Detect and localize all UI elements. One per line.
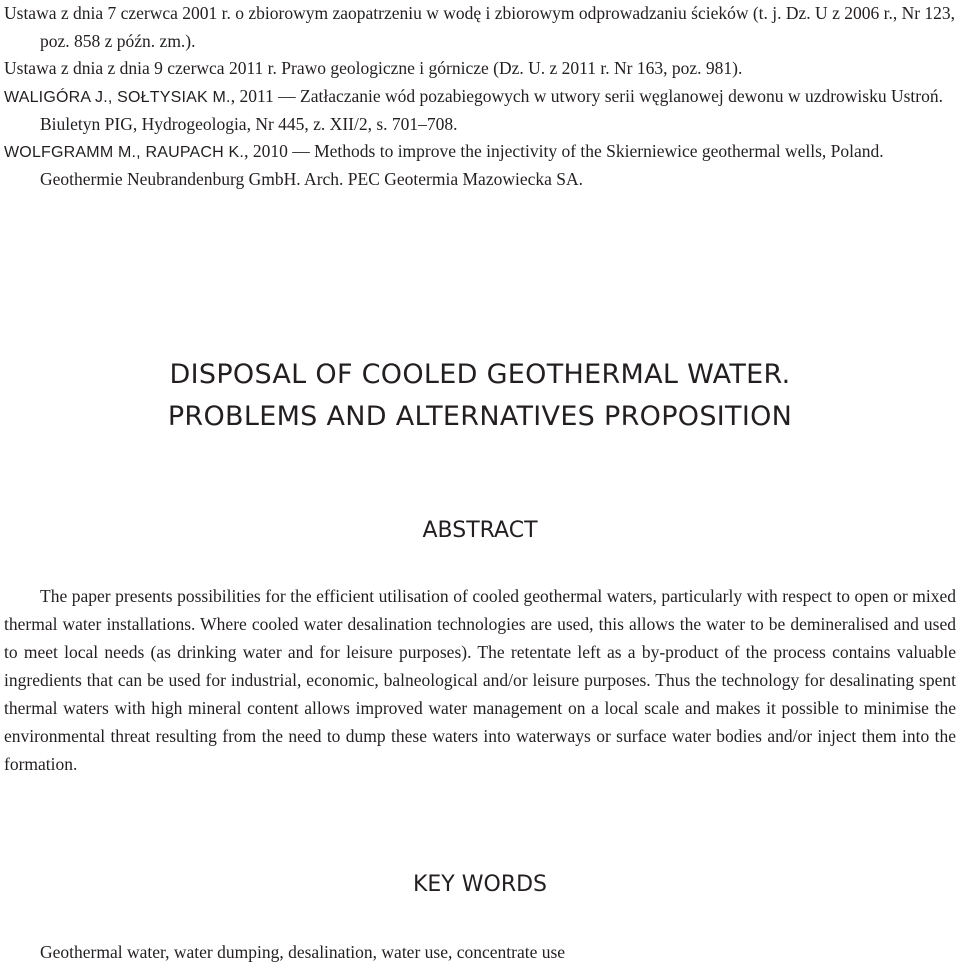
- keywords-heading: KEY WORDS: [412, 872, 548, 897]
- reference-text: Ustawa z dnia 7 czerwca 2001 r. o zbiorowym zaopatrzeniu w wodę i zbiorowym odprowadzaniu ścieków (t. j. Dz. U z 2006 r., Nr 123, poz. 858 z późn. zm.).: [4, 3, 956, 51]
- paper-title-line-1: DISPOSAL OF COOLED GEOTHERMAL WATER.: [169, 359, 791, 390]
- reference-list: [4, 0, 956, 193]
- abstract-heading: ABSTRACT: [422, 518, 538, 543]
- reference-text: , 2010 — Methods to improve the injectivity of the Skierniewice geothermal wells, Poland. Geothermie Neubrandenburg GmbH. Arch. PEC Geotermia Mazowiecka SA.: [40, 141, 884, 189]
- keywords-text: Geothermal water, water dumping, desalination, water use, concentrate use: [40, 942, 566, 962]
- paper-title: [0, 354, 960, 438]
- reference-item: [4, 0, 956, 55]
- reference-item: [4, 83, 956, 138]
- reference-item: [4, 138, 956, 193]
- reference-item: [4, 55, 956, 83]
- reference-authors: WOLFGRAMM M., RAUPACH K.: [4, 144, 245, 161]
- paper-title-line-2: PROBLEMS AND ALTERNATIVES PROPOSITION: [167, 401, 793, 432]
- reference-authors: WALIGÓRA J., SOŁTYSIAK M.: [4, 89, 231, 106]
- reference-text: Ustawa z dnia z dnia 9 czerwca 2011 r. Prawo geologiczne i górnicze (Dz. U. z 2011 r. Nr 163, poz. 981).: [4, 58, 743, 78]
- reference-text: , 2011 — Zatłaczanie wód pozabiegowych w utwory serii węglanowej dewonu w uzdrowisku Ustroń. Biuletyn PIG, Hydrogeologia, Nr 445, z. XII/2, s. 701–708.: [40, 86, 943, 134]
- abstract-text: The paper presents possibilities for the efficient utilisation of cooled geothermal waters, particularly with respect to open or mixed thermal water installations. Where cooled water desalination technologies are used, this allows the water to be demineralised and used to meet local needs (as drinking water and for leisure purposes). The retentate left as a by-product of the process contains valuable ingredients that can be used for industrial, economic, balneological and/or leisure purposes. Thus the technology for desalinating spent thermal waters with high mineral content allows improved water management on a local scale and makes it possible to minimise the environmental threat resulting from the need to dump these waters into waterways or surface water bodies and/or inject them into the formation.: [4, 586, 956, 774]
